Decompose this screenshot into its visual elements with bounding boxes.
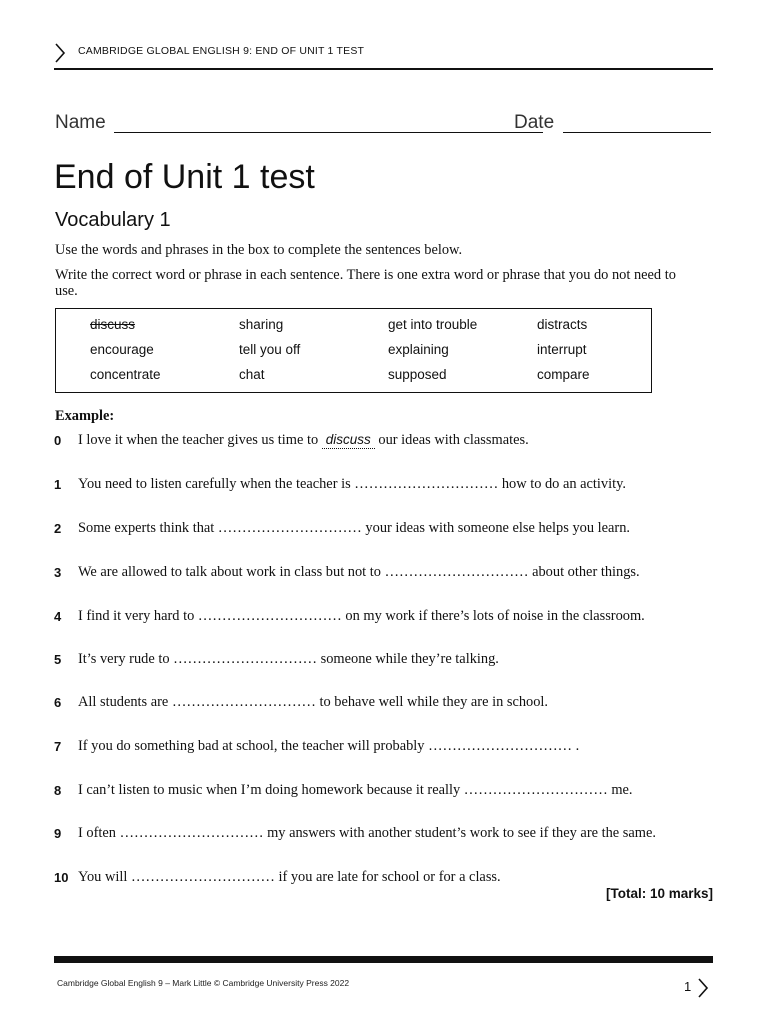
instruction-2: Write the correct word or phrase in each sentence. There is one extra word or phrase that you do not need to use. <box>55 267 676 299</box>
answer-blank[interactable]: ………………………… <box>384 564 529 580</box>
question-number: 2 <box>54 521 62 536</box>
question-number: 10 <box>54 870 69 885</box>
page-number: 1 <box>684 979 692 994</box>
question-5 <box>54 651 714 671</box>
name-label: Name <box>55 112 106 133</box>
header-rule <box>54 68 713 70</box>
sentence-start: You will <box>78 869 128 885</box>
word-item: distracts <box>537 317 588 332</box>
word-item: sharing <box>239 317 284 332</box>
sentence-start: I often <box>78 825 116 841</box>
word-item: interrupt <box>537 342 587 357</box>
answer-blank[interactable]: ………………………… <box>197 608 342 624</box>
word-item: get into trouble <box>388 317 478 332</box>
question-6 <box>54 694 714 714</box>
question-7 <box>54 738 714 758</box>
sentence-end: our ideas with classmates. <box>378 432 529 448</box>
question-8 <box>54 782 714 802</box>
question-number: 3 <box>54 565 62 580</box>
question-9 <box>54 825 714 845</box>
question-number: 8 <box>54 783 62 798</box>
instruction-1: Use the words and phrases in the box to complete the sentences below. <box>55 242 463 258</box>
word-item: explaining <box>388 342 449 357</box>
sentence-end: on my work if there’s lots of noise in the classroom. <box>345 608 645 624</box>
sentence-end: how to do an activity. <box>501 476 626 492</box>
sentence-end: my answers with another student’s work to see if they are the same. <box>267 825 656 841</box>
answer-blank[interactable]: ………………………… <box>130 869 275 885</box>
sentence-start: I can’t listen to music when I’m doing homework because it really <box>78 782 461 798</box>
answer-blank[interactable]: ………………………… <box>428 738 573 754</box>
question-number: 0 <box>54 433 62 448</box>
sentence-end: someone while they’re talking. <box>320 651 499 667</box>
footer-bar <box>54 956 713 963</box>
word-item: discuss <box>90 317 136 332</box>
total-marks: [Total: 10 marks] <box>605 886 713 901</box>
page-title: End of Unit 1 test <box>54 158 315 196</box>
answer-blank[interactable]: ………………………… <box>173 651 318 667</box>
sentence-end: to behave well while they are in school. <box>319 694 549 710</box>
footer-copyright: Cambridge Global English 9 – Mark Little © Cambridge University Press 2022 <box>57 978 350 988</box>
word-box <box>55 308 652 393</box>
answer-blank[interactable]: ………………………… <box>217 520 362 536</box>
word-item: supposed <box>388 367 447 382</box>
answer-blank[interactable]: ………………………… <box>463 782 608 798</box>
word-item: concentrate <box>90 367 161 382</box>
question-4 <box>54 608 714 628</box>
page-header <box>54 40 713 70</box>
sentence-end: me. <box>611 782 633 798</box>
word-item: encourage <box>90 342 154 357</box>
chevron-right-icon[interactable] <box>697 977 709 999</box>
sentence-end: your ideas with someone else helps you learn. <box>365 520 630 536</box>
name-field[interactable] <box>114 132 543 133</box>
sentence-end: . <box>575 738 580 754</box>
name-date-row <box>54 112 713 136</box>
sentence-start: All students are <box>78 694 169 710</box>
question-number: 1 <box>54 477 62 492</box>
sentence-start: I find it very hard to <box>78 608 195 624</box>
sentence-start: We are allowed to talk about work in class but not to <box>78 564 381 580</box>
word-item: tell you off <box>239 342 301 357</box>
question-number: 4 <box>54 609 62 624</box>
example-answer: discuss <box>322 432 375 449</box>
chevron-right-icon <box>54 42 66 64</box>
sentence-start: If you do something bad at school, the teacher will probably <box>78 738 425 754</box>
date-label: Date <box>514 112 555 133</box>
sentence-start: It’s very rude to <box>78 651 170 667</box>
date-field[interactable] <box>563 132 711 133</box>
question-number: 6 <box>54 695 62 710</box>
answer-blank[interactable]: ………………………… <box>119 825 264 841</box>
word-item: compare <box>537 367 590 382</box>
section-title: Vocabulary 1 <box>55 209 171 231</box>
question-number: 5 <box>54 652 62 667</box>
question-2 <box>54 520 714 540</box>
example-sentence <box>54 432 714 452</box>
sentence-start: You need to listen carefully when the teacher is <box>78 476 351 492</box>
sentence-start: I love it when the teacher gives us time to <box>78 432 319 448</box>
example-label: Example: <box>55 408 115 424</box>
sentence-end: if you are late for school or for a class. <box>278 869 501 885</box>
sentence-start: Some experts think that <box>78 520 215 536</box>
sentence-end: about other things. <box>532 564 640 580</box>
answer-blank[interactable]: ………………………… <box>354 476 499 492</box>
question-number: 9 <box>54 826 62 841</box>
question-number: 7 <box>54 739 62 754</box>
word-item: chat <box>239 367 265 382</box>
header-title: CAMBRIDGE GLOBAL ENGLISH 9: END OF UNIT 1 TEST <box>78 45 365 57</box>
question-3 <box>54 564 714 584</box>
question-1 <box>54 476 714 496</box>
answer-blank[interactable]: ………………………… <box>171 694 316 710</box>
